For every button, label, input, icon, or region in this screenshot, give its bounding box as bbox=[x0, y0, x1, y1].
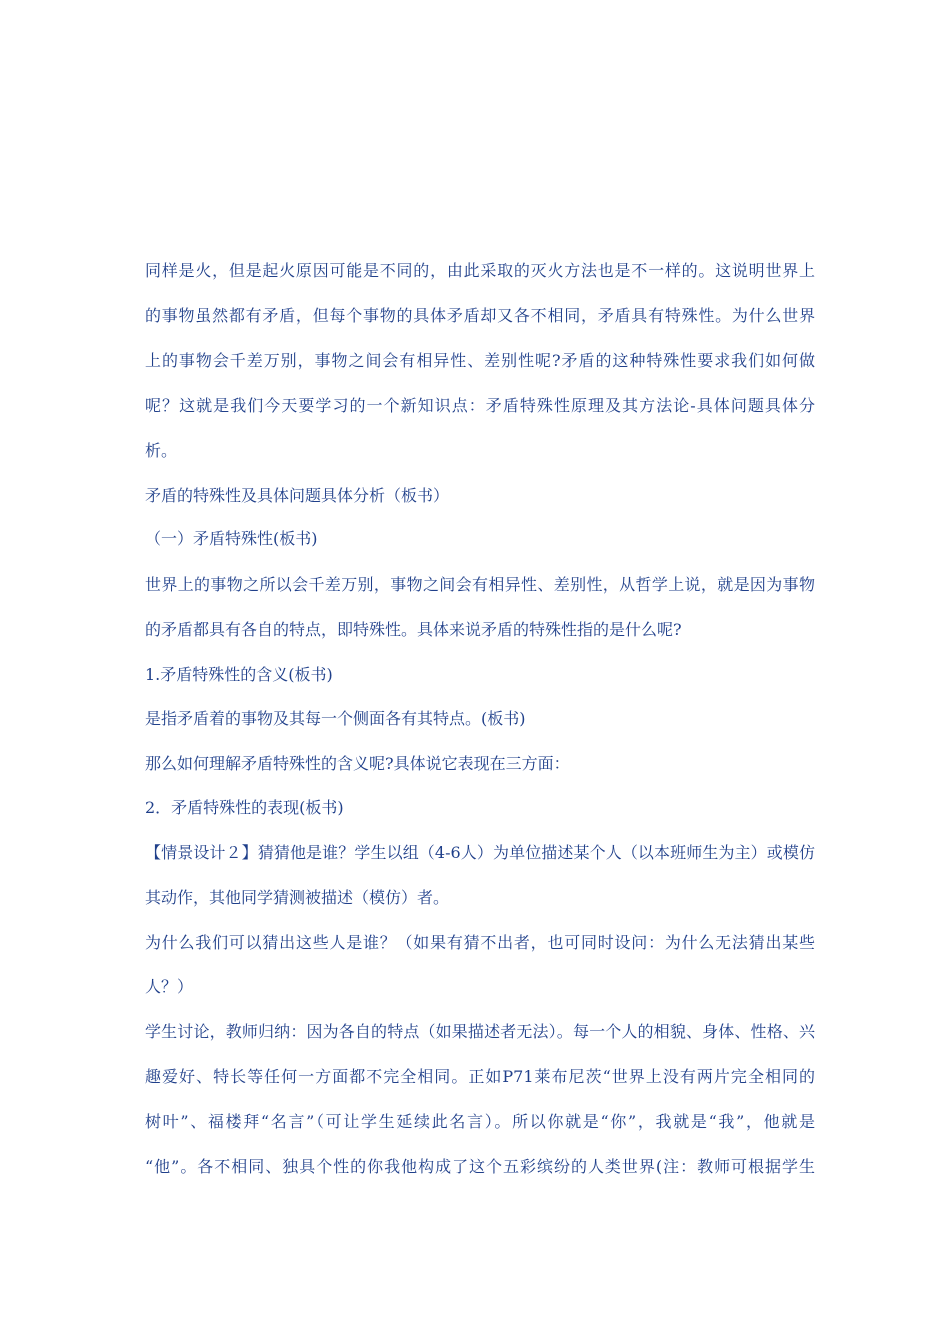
scenario-line: 其动作，其他同学猜测被描述（模仿）者。 bbox=[145, 888, 450, 907]
question-line: 那么如何理解矛盾特殊性的含义呢?具体说它表现在三方面： bbox=[145, 754, 570, 773]
point1-heading: 1.矛盾特殊性的含义(板书) bbox=[145, 665, 333, 684]
heading-section-one: （一）矛盾特殊性(板书) bbox=[145, 529, 318, 548]
why-line: 世界上的事物之所以会千差万别，事物之间会有相异性、差别性，从哲学上说，就是因为事物 bbox=[145, 575, 815, 594]
intro-line: 的事物虽然都有矛盾，但每个事物的具体矛盾却又各不相同，矛盾具有特殊性。为什么世界 bbox=[145, 306, 815, 325]
discussion-line: 树叶”、福楼拜“名言”（可让学生延续此名言）。所以你就是“你”，我就是“我”，他就是 bbox=[145, 1112, 815, 1131]
intro-line: 析。 bbox=[145, 441, 178, 460]
why-guess-line: 为什么我们可以猜出这些人是谁？（如果有猜不出者，也可同时设问：为什么无法猜出某些 bbox=[145, 933, 815, 952]
why-line: 的矛盾都具有各自的特点，即特殊性。具体来说矛盾的特殊性指的是什么呢? bbox=[145, 620, 682, 639]
discussion-line: 趣爱好、特长等任何一方面都不完全相同。正如P71莱布尼茨“世界上没有两片完全相同的 bbox=[145, 1067, 815, 1086]
intro-line: 上的事物会千差万别，事物之间会有相异性、差别性呢?矛盾的这种特殊性要求我们如何做 bbox=[145, 351, 815, 370]
heading-main: 矛盾的特殊性及具体问题具体分析（板书） bbox=[145, 486, 450, 505]
point2-heading: 2．矛盾特殊性的表现(板书) bbox=[145, 798, 344, 817]
why-guess-line: 人？） bbox=[145, 977, 194, 996]
discussion-line: “他”。各不相同、独具个性的你我他构成了这个五彩缤纷的人类世界(注：教师可根据学生 bbox=[145, 1157, 815, 1176]
scenario-line: 【情景设计２】猜猜他是谁？学生以组（4-6人）为单位描述某个人（以本班师生为主）或模仿 bbox=[145, 843, 815, 862]
discussion-line: 学生讨论，教师归纳：因为各自的特点（如果描述者无法）。每一个人的相貌、身体、性格、兴 bbox=[145, 1022, 815, 1041]
intro-line: 呢？这就是我们今天要学习的一个新知识点：矛盾特殊性原理及其方法论-具体问题具体分 bbox=[145, 396, 815, 415]
intro-line: 同样是火，但是起火原因可能是不同的，由此采取的灭火方法也是不一样的。这说明世界上 bbox=[145, 261, 815, 280]
point1-definition: 是指矛盾着的事物及其每一个侧面各有其特点。(板书) bbox=[145, 709, 526, 728]
